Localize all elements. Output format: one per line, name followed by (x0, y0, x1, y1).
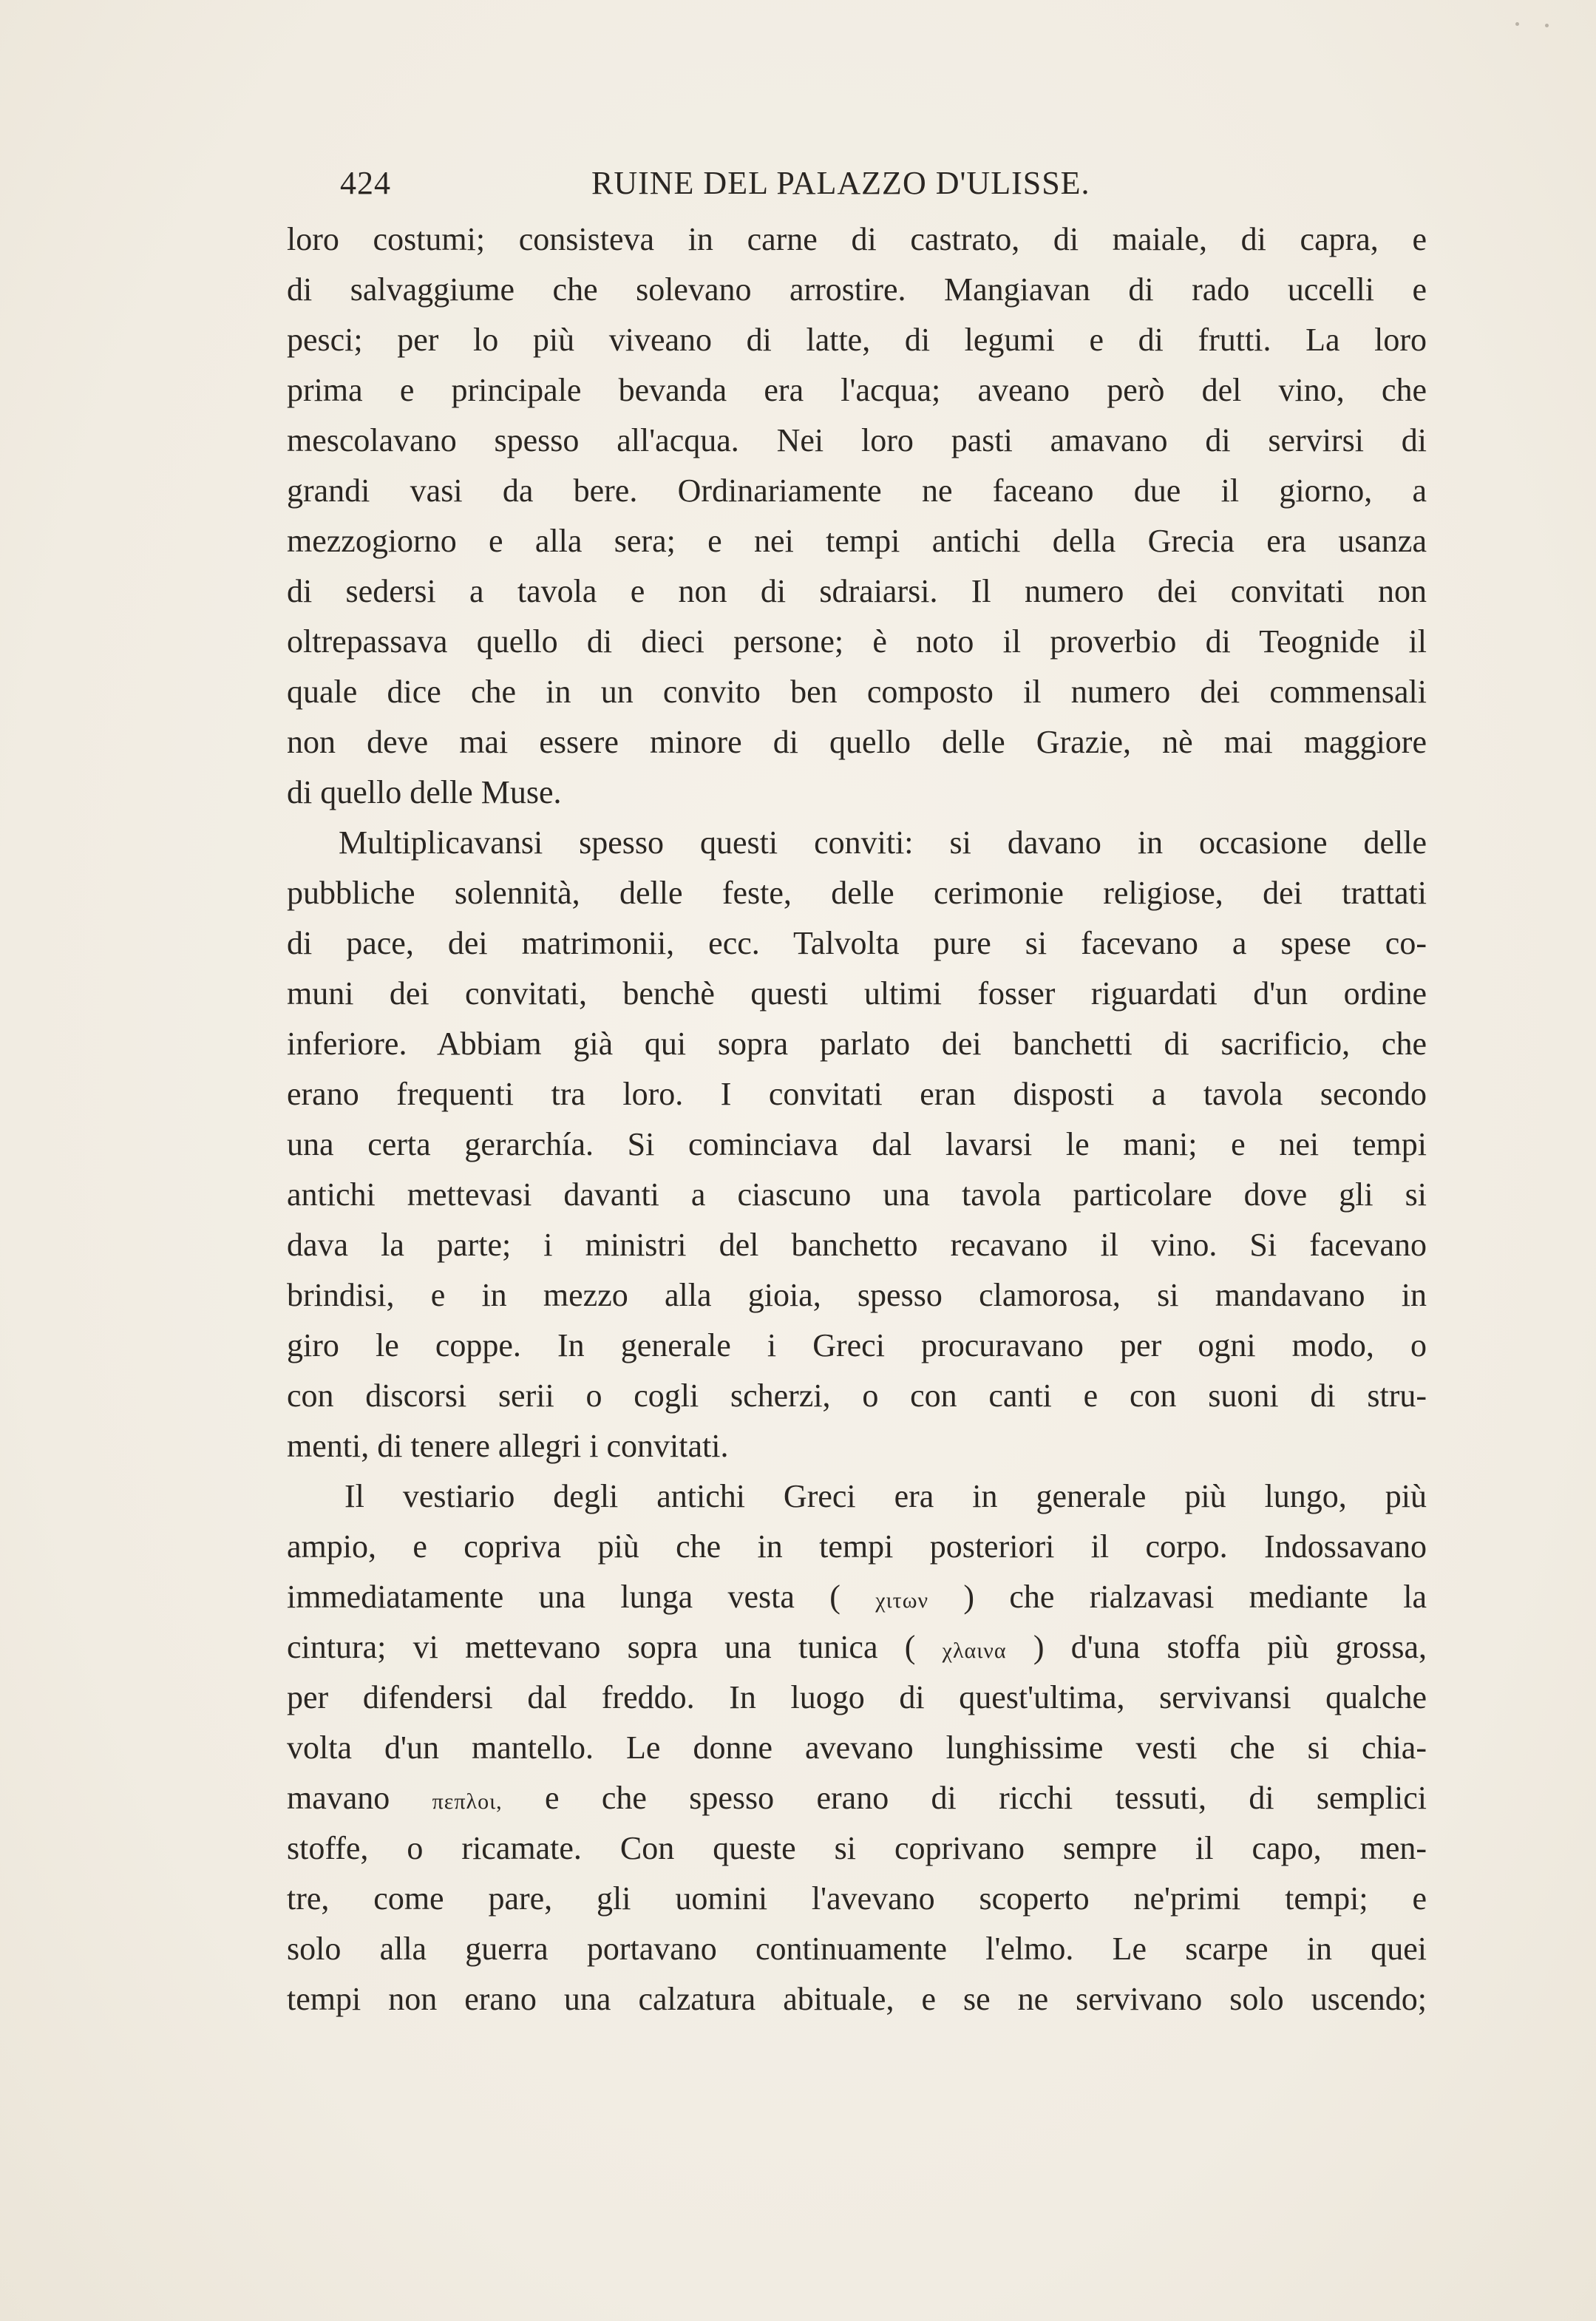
text-line: menti, di tenere allegri i convitati. (287, 1428, 729, 1464)
paper-speck (1545, 24, 1549, 27)
text-segment: cintura; vi mettevano sopra una tunica ( (287, 1629, 916, 1665)
text-line: stoffe, o ricamate. Con queste si coprivano sempre il capo, men- (287, 1830, 1427, 1866)
text-line: di sedersi a tavola e non di sdraiarsi. Il numero dei convitati non (287, 573, 1427, 609)
text-line: non deve mai essere minore di quello delle Grazie, nè mai maggiore (287, 724, 1427, 760)
body-text (287, 214, 1427, 2024)
text-line: tempi non erano una calzatura abituale, e se ne servivano solo uscendo; (287, 1981, 1427, 2017)
text-line: volta d'un mantello. Le donne avevano lunghissime vesti che si chia- (287, 1729, 1427, 1766)
paragraph-start-line: Multiplicavansi spesso questi conviti: si davano in occasione delle (339, 824, 1427, 861)
greek-word: χλαινα (942, 1639, 1007, 1663)
text-line: per difendersi dal freddo. In luogo di quest'ultima, servivansi qualche (287, 1679, 1427, 1715)
text-line: pesci; per lo più viveano di latte, di legumi e di frutti. La loro (287, 322, 1427, 358)
text-line: loro costumi; consisteva in carne di castrato, di maiale, di capra, e (287, 221, 1427, 257)
text-segment: ) che rialzavasi mediante la (963, 1579, 1427, 1615)
text-line: brindisi, e in mezzo alla gioia, spesso clamorosa, si mandavano in (287, 1277, 1427, 1313)
text-line (287, 1773, 1427, 1823)
text-line: quale dice che in un convito ben composto il numero dei commensali (287, 674, 1427, 710)
text-line: di pace, dei matrimonii, ecc. Talvolta pure si facevano a spese co- (287, 925, 1427, 961)
text-line: ampio, e copriva più che in tempi posteriori il corpo. Indossavano (287, 1528, 1427, 1565)
text-line: di quello delle Muse. (287, 774, 562, 810)
text-segment: mavano (287, 1780, 390, 1816)
text-line: mescolavano spesso all'acqua. Nei loro pasti amavano di servirsi di (287, 422, 1427, 458)
text-line: una certa gerarchía. Si cominciava dal lavarsi le mani; e nei tempi (287, 1126, 1427, 1162)
text-line: antichi mettevasi davanti a ciascuno una tavola particolare dove gli si (287, 1176, 1427, 1213)
text-line (287, 1572, 1427, 1622)
greek-word: πεπλοι, (432, 1789, 503, 1814)
text-line: grandi vasi da bere. Ordinariamente ne faceano due il giorno, a (287, 472, 1427, 509)
paper-speck (1515, 22, 1519, 26)
text-line: con discorsi serii o cogli scherzi, o con canti e con suoni di stru- (287, 1378, 1427, 1414)
greek-word: χιτων (875, 1588, 929, 1613)
text-line: inferiore. Abbiam già qui sopra parlato dei banchetti di sacrificio, che (287, 1026, 1427, 1062)
text-segment: e che spesso erano di ricchi tessuti, di semplici (545, 1780, 1427, 1816)
text-line: giro le coppe. In generale i Greci procuravano per ogni modo, o (287, 1327, 1427, 1363)
text-line: prima e principale bevanda era l'acqua; aveano però del vino, che (287, 372, 1427, 408)
text-segment: immediatamente una lunga vesta ( (287, 1579, 841, 1615)
running-head (340, 164, 1131, 209)
text-segment: ) d'una stoffa più grossa, (1033, 1629, 1427, 1665)
text-line: mezzogiorno e alla sera; e nei tempi antichi della Grecia era usanza (287, 523, 1427, 559)
text-line (287, 1622, 1427, 1673)
text-line: pubbliche solennità, delle feste, delle cerimonie religiose, dei trattati (287, 875, 1427, 911)
paragraph-start-line: Il vestiario degli antichi Greci era in generale più lungo, più (344, 1478, 1427, 1514)
text-line: erano frequenti tra loro. I convitati eran disposti a tavola secondo (287, 1076, 1427, 1112)
text-line: solo alla guerra portavano continuamente l'elmo. Le scarpe in quei (287, 1931, 1427, 1967)
page-number: 424 (340, 165, 391, 201)
text-line: muni dei convitati, benchè questi ultimi fosser riguardati d'un ordine (287, 975, 1427, 1012)
text-line: oltrepassava quello di dieci persone; è noto il proverbio di Teognide il (287, 623, 1427, 660)
running-title: RUINE DEL PALAZZO D'ULISSE. (591, 165, 1090, 201)
text-line: tre, come pare, gli uomini l'avevano scoperto ne'primi tempi; e (287, 1880, 1427, 1917)
text-line: dava la parte; i ministri del banchetto recavano il vino. Si facevano (287, 1227, 1427, 1263)
text-line: di salvaggiume che solevano arrostire. Mangiavan di rado uccelli e (287, 271, 1427, 308)
